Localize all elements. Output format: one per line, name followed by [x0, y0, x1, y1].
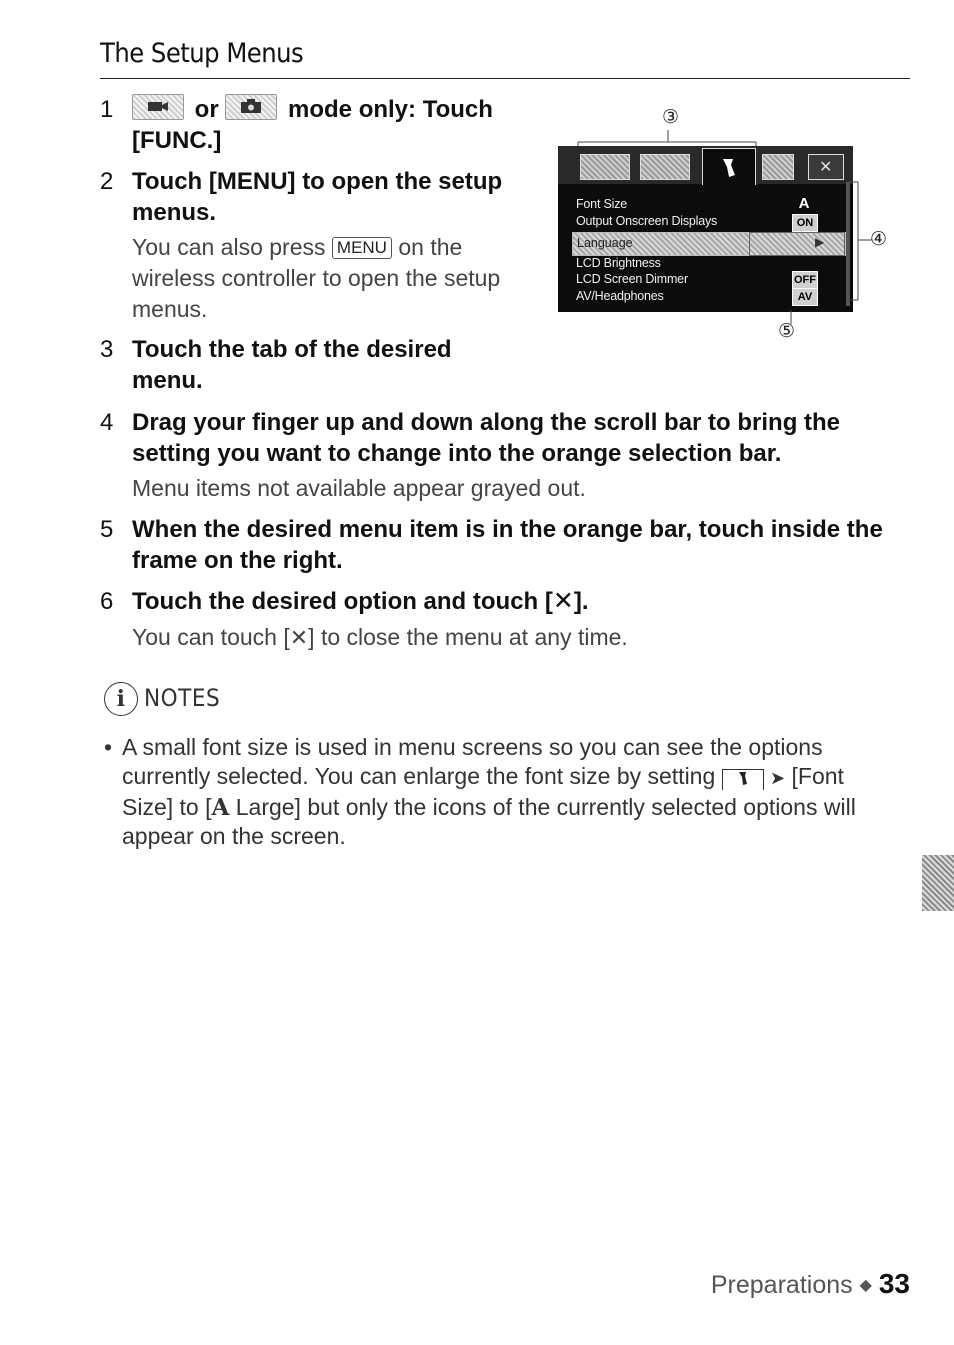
- dimmer-off-badge: OFF: [792, 271, 818, 289]
- wrench-tab-icon: [722, 769, 764, 790]
- step-number: 1: [100, 96, 114, 123]
- step-number: 3: [100, 336, 114, 363]
- step-number: 5: [100, 516, 114, 543]
- step-4-note: Menu items not available appear grayed out.: [132, 475, 586, 501]
- note-item: • A small font size is used in menu screens so you can see the options currently selected. You can enlarge the font size by setting ➤ [Font Size] to [A Large] but only the icons of the currently selected options will appear on the screen.: [104, 734, 856, 849]
- step-5-text: When the desired menu item is in the orange bar, touch inside the frame on the right.: [132, 516, 883, 574]
- callout-5: ⑤: [778, 320, 796, 342]
- menu-row-lcd-brightness: LCD Brightness: [576, 256, 661, 270]
- diamond-icon: ◆: [859, 1277, 872, 1294]
- step-2-note: You can also press MENU on the wireless controller to open the setup menus.: [132, 234, 501, 322]
- av-badge: AV: [792, 288, 818, 306]
- header-divider: [100, 78, 910, 79]
- movie-mode-icon: [132, 94, 184, 120]
- menu-row-language: Language: [577, 236, 633, 250]
- page-section-title: The Setup Menus: [100, 38, 304, 69]
- tab-close-icon: ✕: [808, 154, 844, 180]
- photo-mode-icon: [225, 94, 277, 120]
- step-5: [100, 514, 910, 576]
- tab-battery-icon: [762, 154, 794, 180]
- menu-row-font-size: Font Size: [576, 197, 628, 211]
- step-1-text: mode only: Touch [FUNC.]: [132, 96, 493, 154]
- step-3-text: Touch the tab of the desired menu.: [132, 336, 452, 394]
- setting-frame: [749, 232, 845, 256]
- notes-heading: i NOTES: [104, 682, 220, 716]
- step-number: 2: [100, 168, 114, 195]
- footer-section: Preparations: [710, 1271, 853, 1299]
- callout-3: ③: [662, 106, 680, 128]
- page-footer: [711, 1268, 910, 1300]
- page-number: 33: [878, 1268, 910, 1299]
- step-6-note: You can touch [✕] to close the menu at any time.: [132, 624, 628, 650]
- step-1: [100, 94, 540, 156]
- tab-card-icon: [640, 154, 690, 180]
- step-4-text: Drag your finger up and down along the scroll bar to bring the setting you want to change into the orange selection bar.: [132, 409, 841, 467]
- arrow-icon: ➤: [770, 768, 786, 788]
- menu-row-output-displays: Output Onscreen Displays: [576, 214, 718, 228]
- menu-key-icon: MENU: [332, 237, 392, 259]
- step-2-text: Touch [MENU] to open the setup menus.: [132, 168, 503, 226]
- orange-selection-bar: [572, 232, 846, 256]
- step-6: 6 Touch the desired option and touch [✕].: [100, 587, 589, 615]
- setup-menu-screen-illustration: [558, 146, 853, 312]
- tab-movie-icon: [580, 154, 630, 180]
- bullet: •: [104, 734, 113, 760]
- output-on-badge: ON: [792, 214, 818, 232]
- step-number: 6: [100, 588, 114, 615]
- step-1-or: or: [194, 96, 219, 123]
- close-x-icon: ✕: [289, 625, 309, 650]
- menu-tab-bar: [558, 146, 853, 184]
- step-4: [100, 407, 910, 469]
- close-x-icon: ✕: [552, 587, 574, 615]
- callout-4: ④: [870, 228, 888, 250]
- callout-3-bracket: [570, 128, 770, 148]
- info-icon: i: [104, 682, 138, 716]
- step-3: [100, 334, 500, 396]
- chapter-side-tab: [922, 855, 954, 911]
- step-number: 4: [100, 409, 114, 436]
- font-size-badge: A: [798, 195, 810, 212]
- tab-wrench-icon: [702, 148, 756, 185]
- menu-row-av-headphones: AV/Headphones: [576, 289, 664, 303]
- menu-row-lcd-dimmer: LCD Screen Dimmer: [576, 272, 688, 286]
- arrow-right-icon: ▶: [815, 235, 825, 249]
- step-2: [100, 166, 540, 228]
